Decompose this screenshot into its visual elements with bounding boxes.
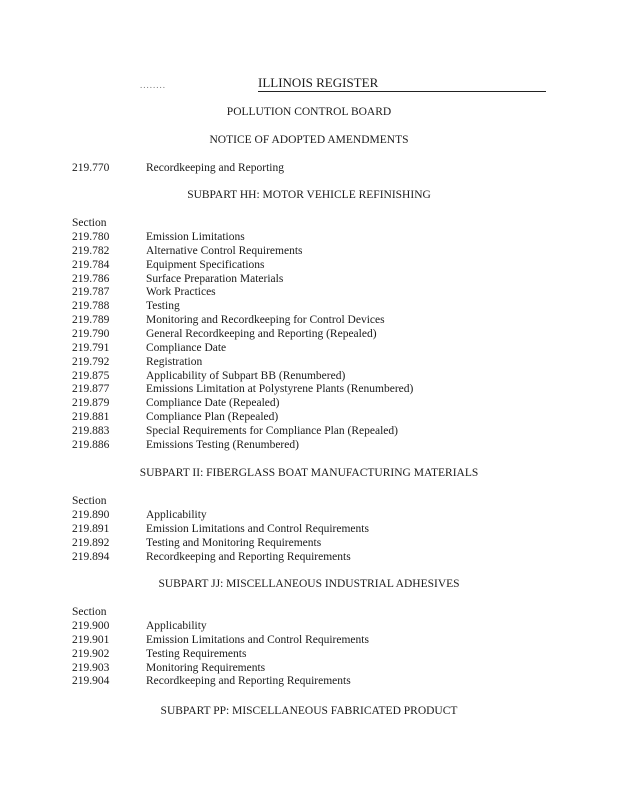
subpart-title: SUBPART PP: MISCELLANEOUS FABRICATED PRODUCT: [160, 705, 458, 717]
section-description: Applicability: [146, 620, 207, 632]
section-description: Alternative Control Requirements: [146, 244, 303, 257]
section-description: Compliance Date: [146, 341, 227, 354]
section-description: Monitoring and Recordkeeping for Control Devices: [146, 314, 385, 327]
section-number: 219.886: [72, 438, 110, 451]
section-description: Surface Preparation Materials: [146, 272, 284, 285]
board-name: POLLUTION CONTROL BOARD: [226, 106, 392, 118]
section-row: [72, 425, 398, 437]
section-row: [72, 537, 321, 549]
section-description: General Recordkeeping and Reporting (Repealed): [146, 327, 377, 340]
section-description: Compliance Date (Repealed): [146, 397, 280, 410]
section-row: [72, 286, 216, 298]
section-row: [72, 675, 351, 687]
section-number: 219.901: [72, 633, 110, 646]
intro-row: [72, 162, 284, 174]
section-description: Applicability of Subpart BB (Renumbered): [146, 369, 346, 382]
section-row: [72, 439, 299, 451]
section-description: Monitoring Requirements: [146, 661, 266, 674]
section-number: 219.792: [72, 355, 110, 368]
section-description: Testing and Monitoring Requirements: [146, 536, 322, 549]
notice-title: NOTICE OF ADOPTED AMENDMENTS: [209, 134, 409, 146]
section-row: [72, 273, 283, 285]
section-number: 219.879: [72, 397, 110, 410]
section-description: Equipment Specifications: [146, 258, 265, 271]
section-number: 219.891: [72, 522, 110, 535]
section-description: Emissions Testing (Renumbered): [146, 438, 299, 451]
section-number: 219.904: [72, 675, 110, 688]
section-description: Recordkeeping and Reporting: [146, 162, 284, 174]
section-number: 219.900: [72, 620, 110, 632]
register-title: ILLINOIS REGISTER: [258, 75, 379, 90]
header-rule: [258, 91, 546, 92]
section-description: Emissions Limitation at Polystyrene Plants (Renumbered): [146, 383, 414, 396]
section-label: Section: [72, 606, 107, 618]
section-label: Section: [72, 217, 107, 229]
section-number: 219.877: [72, 383, 110, 396]
section-number: 219.894: [72, 550, 110, 563]
section-row: [72, 328, 377, 340]
section-description: Work Practices: [146, 286, 216, 299]
section-number: 219.784: [72, 258, 110, 271]
section-number: 219.791: [72, 341, 110, 354]
section-number: 219.875: [72, 369, 110, 382]
section-label: Section: [72, 495, 107, 507]
section-number: 219.788: [72, 300, 110, 313]
section-number: 219.790: [72, 327, 110, 340]
section-number: 219.890: [72, 509, 110, 521]
section-number: 219.782: [72, 244, 110, 257]
section-description: Compliance Plan (Repealed): [146, 411, 279, 423]
section-description: Emission Limitations and Control Requirements: [146, 522, 369, 535]
section-number: 219.786: [72, 272, 110, 285]
section-row: [72, 551, 351, 563]
section-row: [72, 634, 369, 646]
section-number: 219.787: [72, 286, 110, 299]
section-row: [72, 662, 265, 674]
header-dots: ........: [140, 80, 166, 90]
section-number: 219.892: [72, 536, 110, 549]
section-row: [72, 231, 245, 243]
section-row: [72, 397, 279, 409]
section-number: 219.780: [72, 231, 110, 243]
section-description: Recordkeeping and Reporting Requirements: [146, 550, 351, 563]
subpart-title: SUBPART JJ: MISCELLANEOUS INDUSTRIAL ADHESIVES: [158, 578, 460, 590]
section-number: 219.881: [72, 411, 110, 423]
section-row: [72, 523, 369, 535]
section-row: [72, 370, 345, 382]
section-description: Testing Requirements: [146, 647, 247, 660]
section-number: 219.883: [72, 424, 110, 437]
section-row: [72, 314, 385, 326]
section-number: 219.770: [72, 162, 110, 174]
section-row: [72, 259, 265, 271]
section-row: [72, 620, 207, 632]
section-number: 219.789: [72, 314, 110, 327]
section-row: [72, 411, 278, 423]
section-row: [72, 300, 180, 312]
section-description: Emission Limitations and Control Requirements: [146, 633, 369, 646]
section-description: Special Requirements for Compliance Plan (Repealed): [146, 424, 398, 437]
section-description: Testing: [146, 300, 180, 313]
section-number: 219.903: [72, 661, 110, 674]
section-row: [72, 342, 226, 354]
section-row: [72, 648, 246, 660]
section-description: Applicability: [146, 509, 207, 521]
section-number: 219.902: [72, 647, 110, 660]
subpart-title: SUBPART II: FIBERGLASS BOAT MANUFACTURING MATERIALS: [139, 467, 479, 479]
section-row: [72, 383, 413, 395]
section-row: [72, 245, 303, 257]
section-description: Emission Limitations: [146, 231, 245, 243]
section-description: Registration: [146, 355, 203, 368]
section-description: Recordkeeping and Reporting Requirements: [146, 675, 351, 688]
section-row: [72, 509, 207, 521]
section-row: [72, 356, 202, 368]
subpart-title: SUBPART HH: MOTOR VEHICLE REFINISHING: [187, 189, 431, 201]
